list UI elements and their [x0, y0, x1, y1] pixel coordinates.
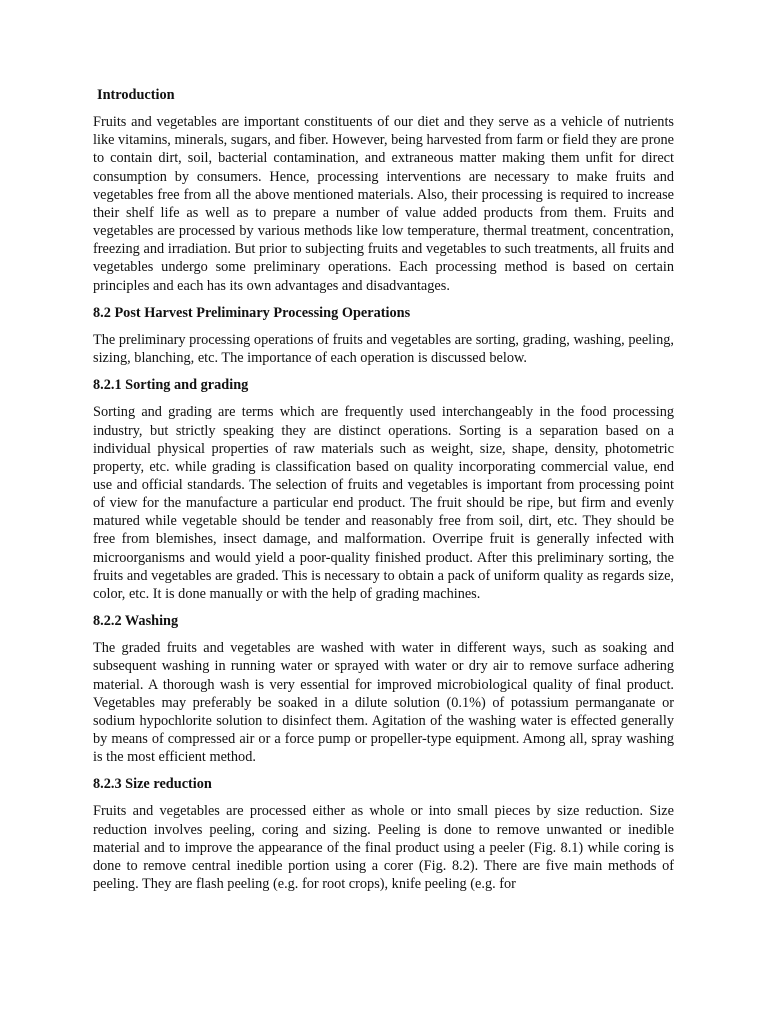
introduction-paragraph: Fruits and vegetables are important constituents of our diet and they serve as a vehicle of nutrients like vitamins, minerals, sugars, and fiber. However, being harvested from farm or field they are prone to contain dirt, soil, bacterial contamination, and extraneous matter making them unfit for direct consumption by consumers. Hence, processing interventions are necessary to make fruits and vegetables free from all the above mentioned materials. Also, their processing is required to increase their shelf life as well as to prepare a number of value added products from them. Fruits and vegetables are processed by various methods like low temperature, thermal treatment, concentration, freezing and irradiation. But prior to subjecting fruits and vegetables to such treatments, all fruits and vegetables undergo some preliminary operations. Each processing method is based on certain principles and each has its own advantages and disadvantages.	[93, 114, 674, 294]
post-harvest-paragraph: The preliminary processing operations of fruits and vegetables are sorting, grading, washing, peeling, sizing, blanching, etc. The importance of each operation is discussed below.	[93, 331, 674, 367]
sorting-grading-paragraph: Sorting and grading are terms which are frequently used interchangeably in the food processing industry, but strictly speaking they are distinct operations. Sorting is a separation based on a individual physical properties of raw materials such as weight, size, shape, density, photometric property, etc. while grading is classification based on quality incorporating commercial value, end use and official standards. The selection of fruits and vegetables is important from processing point of view for the manufacture a particular end product. The fruit should be ripe, but firm and evenly matured while vegetable should be tender and reasonably free from soil, dirt, etc. They should be free from blemishes, insect damage, and malformation. Overripe fruit is generally infected with microorganisms and would yield a poor-quality finished product. After this preliminary sorting, the fruits and vegetables are graded. This is necessary to obtain a pack of uniform quality as regards size, color, etc. It is done manually or with the help of grading machines.	[93, 404, 674, 602]
section-heading-size-reduction: 8.2.3 Size reduction	[93, 776, 212, 793]
section-heading-post-harvest: 8.2 Post Harvest Preliminary Processing Operations	[93, 304, 411, 321]
washing-paragraph: The graded fruits and vegetables are washed with water in different ways, such as soaking and subsequent washing in running water or sprayed with water or dry air to remove surface adhering material. A thorough wash is very essential for improved microbiological quality of final product. Vegetables may preferably be soaked in a dilute solution (0.1%) of potassium permanganate or sodium hypochlorite solution to disinfect them. Agitation of the washing water is effected generally by means of compressed air or a force pump or propeller-type equipment. Among all, spray washing is the most efficient method.	[93, 640, 674, 766]
size-reduction-paragraph: Fruits and vegetables are processed either as whole or into small pieces by size reduction. Size reduction involves peeling, coring and sizing. Peeling is done to remove unwanted or inedible material and to improve the appearance of the final product using a peeler (Fig. 8.1) while coring is done to remove central inedible portion using a corer (Fig. 8.2). There are five main methods of peeling. They are flash peeling (e.g. for root crops), knife peeling (e.g. for	[93, 803, 674, 893]
section-heading-washing: 8.2.2 Washing	[93, 613, 179, 630]
section-heading-introduction: Introduction	[97, 87, 175, 103]
document-page	[93, 86, 674, 902]
section-heading-sorting-grading: 8.2.1 Sorting and grading	[93, 377, 249, 394]
